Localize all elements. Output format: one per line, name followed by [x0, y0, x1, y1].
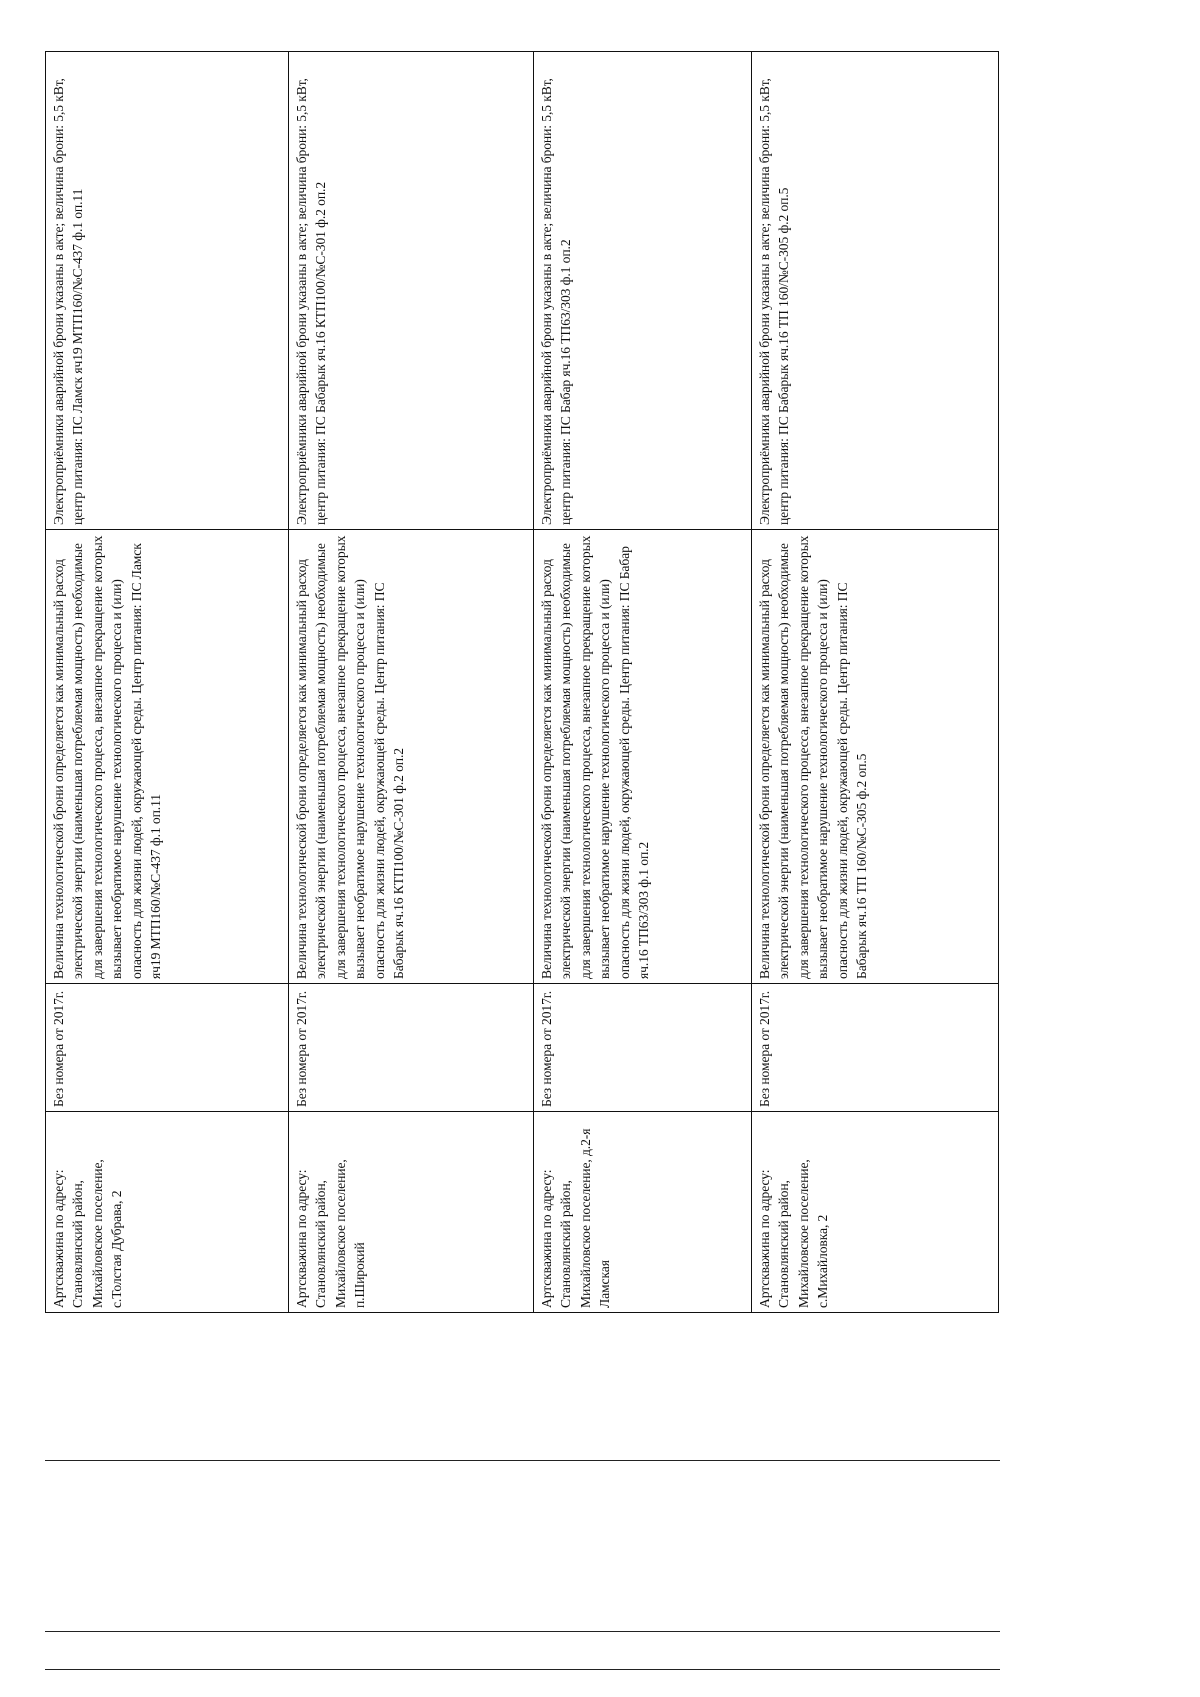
tech-reserve-cell: Величина технологической брони определяется как минимальный расход электрической энергии (наименьшая потребляемая мощность) необходимые для завершения технологического процесса, внезапное прекращение которых вызывает необратимое нарушение технологического процесса и (или) опасность для жизни людей, окружающей среды. Центр питания: ПС Ламск яч19 МТП160/№С-437 ф.1 оп.11 [46, 530, 289, 984]
document-cell: Без номера от 2017г. [534, 984, 752, 1112]
rotated-table-sheet [45, 52, 998, 1313]
document-cell: Без номера от 2017г. [46, 984, 289, 1112]
address-cell: Артскважина по адресу: Становлянский район, Михайловское поселение, с.Толстая Дубрава, 2 [46, 1112, 289, 1313]
tech-reserve-cell: Величина технологической брони определяется как минимальный расход электрической энергии (наименьшая потребляемая мощность) необходимые для завершения технологического процесса, внезапное прекращение которых вызывает необратимое нарушение технологического процесса и (или) опасность для жизни людей, окружающей среды. Центр питания: ПС Бабар яч.16 ТП63/303 ф.1 оп.2 [534, 530, 752, 984]
table-row [46, 52, 289, 1313]
tech-reserve-cell: Величина технологической брони определяется как минимальный расход электрической энергии (наименьшая потребляемая мощность) необходимые для завершения технологического процесса, внезапное прекращение которых вызывает необратимое нарушение технологического процесса и (или) опасность для жизни людей, окружающей среды. Центр питания: ПС Бабарык яч.16 КТП100/№С-301 ф.2 оп.2 [289, 530, 534, 984]
emergency-reserve-cell: Электроприёмники аварийной брони указаны в акте; величина брони: 5,5 кВт, центр питания: ПС Бабарык яч.16 КТП100/№С-301 ф.2 оп.2 [289, 52, 534, 530]
emergency-reserve-cell: Электроприёмники аварийной брони указаны в акте; величина брони: 5,5 кВт, центр питания: ПС Бабар яч.16 ТП63/303 ф.1 оп.2 [534, 52, 752, 530]
emergency-reserve-cell: Электроприёмники аварийной брони указаны в акте; величина брони: 5,5 кВт, центр питания: ПС Ламск яч19 МТП160/№С-437 ф.1 оп.11 [46, 52, 289, 530]
horizontal-rule [45, 1460, 1000, 1461]
address-cell: Артскважина по адресу: Становлянский район, Михайловское поселение, с.Михайловка, 2 [752, 1112, 999, 1313]
tech-reserve-cell: Величина технологической брони определяется как минимальный расход электрической энергии (наименьшая потребляемая мощность) необходимые для завершения технологического процесса, внезапное прекращение которых вызывает необратимое нарушение технологического процесса и (или) опасность для жизни людей, окружающей среды. Центр питания: ПС Бабарык яч.16 ТП 160/№С-305 ф.2 оп.5 [752, 530, 999, 984]
horizontal-rule [45, 1669, 1000, 1670]
table-row [534, 52, 752, 1313]
address-cell: Артскважина по адресу: Становлянский район, Михайловское поселение, п.Широкий [289, 1112, 534, 1313]
document-cell: Без номера от 2017г. [289, 984, 534, 1112]
reserve-table [45, 51, 999, 1313]
table-row [289, 52, 534, 1313]
table-row [752, 52, 999, 1313]
emergency-reserve-cell: Электроприёмники аварийной брони указаны в акте; величина брони: 5,5 кВт, центр питания: ПС Бабарык яч.16 ТП 160/№С-305 ф.2 оп.5 [752, 52, 999, 530]
document-cell: Без номера от 2017г. [752, 984, 999, 1112]
address-cell: Артскважина по адресу: Становлянский район, Михайловское поселение, д.2-я Ламская [534, 1112, 752, 1313]
horizontal-rule [45, 1631, 1000, 1632]
